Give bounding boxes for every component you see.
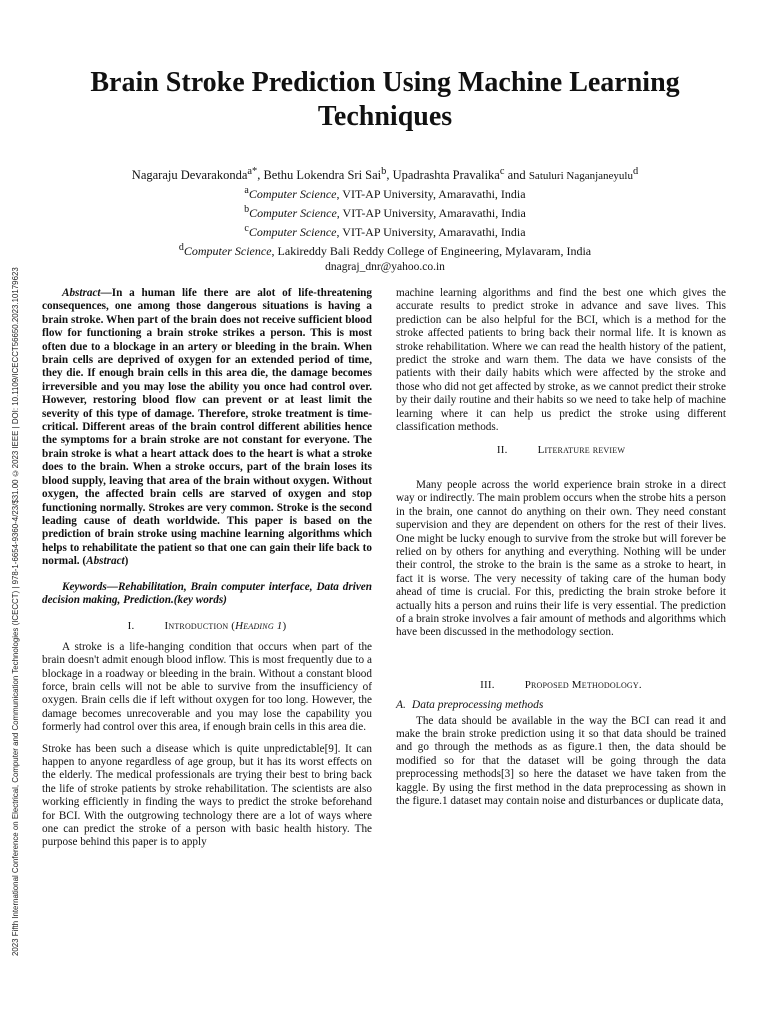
section-heading-introduction	[42, 620, 372, 633]
right-column	[396, 287, 726, 808]
literature-paragraph: Many people across the world experience brain stroke in a direct way or indirectly. The main problem occurs when the strobe hits a person in the brain, one cannot do anything on their own. They need constant supervision and they are dependent on others for the rest of their lives. One might be lucky enough to survive from the stroke but will forever be relied on by others for anything and everything. Nothing will be under their control, the stroke to the brain is the same as a stroke to heart, in fact it is worse. The very necessity of taking care of the human body ahead of time is crucial. For this, predicting the brain stroke before it actually hits a person and ruins their life is very essential. The prediction of a brain stroke involves a fair amount of methods and algorithms which have been discussed in the methodology section.	[396, 478, 726, 639]
affiliation-dept: Computer Science	[248, 225, 337, 239]
author-email: dnagraj_dnr@yahoo.co.in	[325, 261, 445, 273]
section-title: Literature review	[537, 444, 626, 457]
subsection-number: A.	[396, 699, 406, 712]
intro-continued-paragraph: machine learning algorithms and find the best one which gives the accurate results to predict stroke in advance and save lives. This prediction can be also helpful for the BCI, which is a method for the stroke affected patients to bring back their normal life. It is known as stroke rehabilitation. Where we can read the health history of the patient, predict the stroke and warn them. The data we have consists of the patients with their daily habits which were affected by the stroke and those who did not get affected by stroke, as we cannot predict their stroke by their daily routine and their habits so we need to take help of machine learning where it can help us predict the stroke using different classification methods.	[396, 287, 726, 434]
affiliation-superscript: a	[244, 185, 249, 196]
section-number: I.	[127, 620, 135, 633]
affiliation-list	[40, 183, 730, 259]
author-name: Bethu Lokendra Sri Sai	[263, 168, 382, 183]
affiliation-dept: Computer Science	[248, 187, 337, 201]
affiliation	[40, 202, 730, 221]
author-list	[40, 164, 730, 184]
affiliation	[40, 240, 730, 259]
keywords: Keywords—Rehabilitation, Brain computer interface, Data driven decision making, Prediction.(key words)	[42, 580, 372, 606]
section-title-italic: Heading 1	[235, 620, 283, 633]
abstract-tail: Abstract	[86, 555, 125, 568]
section-number: III.	[480, 678, 495, 691]
left-column	[42, 287, 372, 850]
affiliation-institution: , VIT-AP University, Amaravathi, India	[336, 206, 526, 220]
intro-paragraph: Stroke has been such a disease which is quite unpredictable[9]. It can happen to anyone regardless of age group, but it has its worst effects on the elderly. The medical professionals are trying their best to bring back the life of stroke patients by stroke rehabilitation. The scientists are also working efficiently in finding the ways to predict the stroke beforehand for BCI. With the outgrowing technology there are a lot of ways where one can predict the stroke of a person with basic health history. The purpose behind this paper is to apply	[42, 742, 372, 849]
affiliation-superscript: d	[178, 242, 184, 253]
intro-paragraph: A stroke is a life-hanging condition that occurs when part of the brain doesn't admit enough blood inflow. This is most frequently due to a blockage in a roadway or bleeding in the brain. Without a constant blood force, brain cells will not be able to survive from the insufficiency of oxygen. Brain cells die if left without oxygen for too long. However, the damage becomes unrecoverable and you may lose the capability you formerly had control over this area, if enough brain cells in this area die.	[42, 640, 372, 734]
affiliation-institution: , Lakireddy Bali Reddy College of Engineering, Mylavaram, India	[271, 244, 592, 258]
section-title: Proposed Methodology.	[524, 678, 642, 691]
author-name: Upadrashta Pravalika	[392, 168, 500, 183]
conference-sidebar-note: 2023 Fifth International Conference on Electrical, Computer and Communication Technologies (ICECCT) | 978-1-6654-9360-4/23/$31.00 ©2023 IEEE | DOI: 10.1109/ICECCT56650.2023.10179623	[11, 267, 20, 956]
affiliation	[40, 183, 730, 202]
section-heading-methodology	[396, 679, 726, 692]
abstract-tail-end: )	[124, 555, 129, 568]
affiliation-dept: Computer Science	[249, 206, 337, 220]
subsection-title: Data preprocessing methods	[411, 699, 544, 712]
affiliation-superscript: c	[244, 223, 249, 234]
author-conjunction: and	[504, 168, 529, 183]
abstract	[42, 287, 372, 569]
author-superscript: b	[381, 166, 387, 177]
affiliation-institution: , VIT-AP University, Amaravathi, India	[336, 187, 526, 201]
author-superscript: d	[632, 166, 639, 177]
author-superscript: c	[499, 166, 505, 177]
author-name: Satuluri Naganjaneyulu	[528, 170, 633, 183]
author-separator: ,	[386, 168, 393, 183]
section-title: Introduction (	[164, 620, 236, 633]
affiliation-institution: , VIT-AP University, Amaravathi, India	[336, 225, 526, 239]
abstract-lead: Abstract	[62, 287, 101, 299]
subsection-heading	[396, 699, 726, 712]
author-name: Nagaraju Devarakonda	[131, 168, 248, 183]
section-heading-literature-review	[396, 444, 726, 457]
affiliation-dept: Computer Science	[183, 244, 272, 258]
affiliation-superscript: b	[244, 204, 250, 215]
author-separator: ,	[257, 168, 264, 183]
section-number: II.	[496, 444, 508, 457]
affiliation	[40, 221, 730, 240]
methodology-paragraph: The data should be available in the way the BCI can read it and make the brain stroke prediction using it so that data should be trained and go through the methods as as figure.1 then, the data should be modified so for that the dataset will be going through the data preprocessing methods[3] so here the dataset we have taken from the kaggle. By using the first method in the data preprocessing as shown in the figure.1 dataset may contain noise and disturbances or duplicate data,	[396, 714, 726, 807]
author-superscript: a*	[247, 166, 258, 177]
section-title-end: )	[282, 620, 287, 633]
paper-title: Brain Stroke Prediction Using Machine Learning Techniques	[90, 67, 680, 132]
abstract-text: —In a human life there are alot of life-threatening consequences, one among those dangerous situations is having a brain stroke. When part of the brain does not receive sufficient blood flow for functioning a brain stroke strikes a person. This is most often due to a blockage in an artery or bleeding in the brain. When brain cells are deprived of oxygen for an extended period of time, they die. If enough brain cells in this area die, the damage becomes irreversible and you may lose the ability you once had control over. However, restoring blood flow can prevent or at least limit the severity of this type of damage. Therefore, stroke treatment is time-critical. Different areas of the brain control different abilities hence the symptoms for a brain stroke are not constant for everyone. The brain stroke is what a heart attack does to the heart is what a stroke does to the brain. When a stroke occurs, part of the brain loses its blood supply, leaving that area of the brain without oxygen. Without oxygen, the affected brain cells are starved of oxygen and stop functioning normally. Strokes are very common. Stroke is the second leading cause of death worldwide. This paper is based on the prediction of brain stroke using machine learning algorithms which helps to rehabilitate the patient so that one can gain their life back to normal. (	[42, 287, 372, 568]
